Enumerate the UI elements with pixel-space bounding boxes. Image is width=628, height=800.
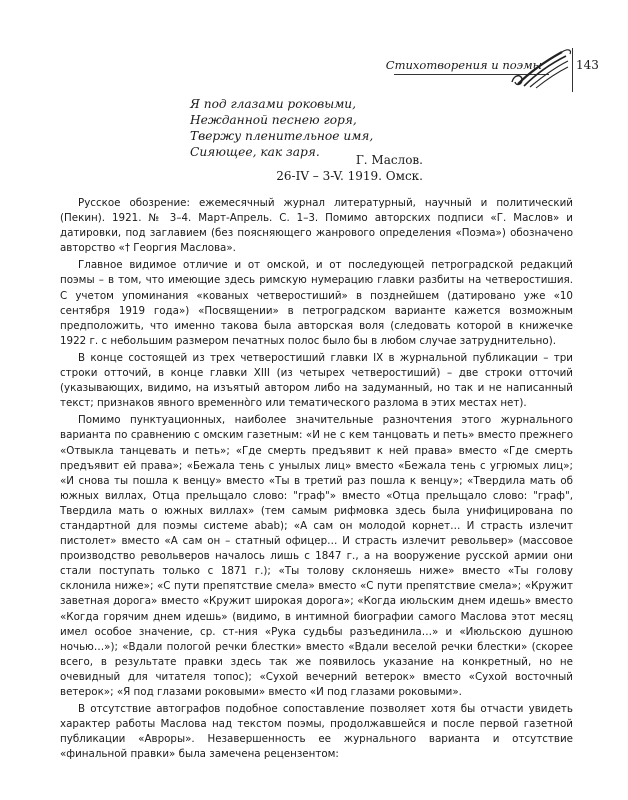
scroll-flourish-icon <box>510 44 580 90</box>
paragraph: Помимо пунктуационных, наиболее значительные разночтения этого журнального варианта по сравнению с омским газетным: «И не с кем танцовать и петь» вместо прежнего «Отвыкла танцевать и петь»; «Где смерть предъявит к ней права» вместо «Где смерть предъявит ей права»; «Бежала тень с унылых лиц» вместо «Бежала тень с угрюмых лиц»; «И снова ты пошла к венцу» вместо «Ты в третий раз пошла к венцу»; «Твердила мать об южных виллах, Отца прельщало слово: "граф"» вместо «Отца прельщало слово: "граф", Твердила мать о южных виллах» (тем самым рифмовка здесь была унифицирована по стандартной для поэмы системе abab); «А сам он молодой корнет… И страсть излечит пистолет» вместо «А сам он – статный офицер… И страсть излечит револьвер» (массовое производство револьверов началось лишь с 1847 г., а на вооружение русской армии они стали поступать только с 1871 г.); «Ты толову склоняешь ниже» вместо «Ты голову склонила ниже»; «С пути препятствие смела» вместо «С пути препятствие смела»; «Кружит заветная дорога» вместо «Кружит широкая дорога»; «Когда июльским днем идешь» вместо «Когда горячим днем идешь» (видимо, в интимной биографии самого Маслова этот месяц имел особое значение, ср. ст-ния «Рука судьбы разъединила…» и «Июльскою душною ночью…»); «Вдали пологой речки блестки» вместо «Вдали веселой речки блестки» (скорее всего, в результате правки здесь так же появилось указание на конкретный, но не очевидный для читателя топос); «Сухой вечерний ветерок» вместо «Сухой восточный ветерок»; «Я под глазами роковыми» вместо «И под глазами роковыми». <box>60 414 573 698</box>
poem-line: Твержу пленительное имя, <box>190 129 374 143</box>
poem-line: Нежданной песнею горя, <box>190 113 357 127</box>
poem-line: Сияющее, как заря. <box>190 145 320 159</box>
poem-line: Я под глазами роковыми, <box>190 97 357 111</box>
page-number: 143 <box>576 58 599 72</box>
poem-signature <box>190 152 490 184</box>
paragraph: Русское обозрение: ежемесячный журнал литературный, научный и политический (Пекин). 1921. № 3–4. Март-Апрель. С. 1–3. Помимо авторских подписи «Г. Маслов» и датировки, под заглавием (без поясняющего жанрового определения «Поэма») обозначено авторство «† Георгия Маслова». <box>60 197 573 255</box>
poem-epigraph <box>190 96 490 160</box>
header-vertical-rule <box>572 48 573 92</box>
paragraph: В отсутствие автографов подобное сопоставление позволяет хотя бы отчасти увидеть характер работы Маслова над текстом поэмы, продолжавшейся и после первой газетной публикации «Авроры». Незавершенность ее журнального варианта и отсутствие «финальной правки» была замечена рецензентом: <box>60 703 573 761</box>
paragraph: В конце состоящей из трех четверостиший главки IX в журнальной публикации – три строки отточий, в конце главки XIII (из четырех четверостиший) – две строки отточий (указывающих, видимо, на изъятый автором либо на задуманный, но так и не написанный текст; признаков явного временно̀го или тематического разлома в этих местах нет). <box>60 351 573 410</box>
poem-author: Г. Маслов. <box>355 153 423 167</box>
commentary-text <box>60 196 573 764</box>
running-title: Стихотворения и поэмы <box>385 58 542 72</box>
paragraph: Главное видимое отличие и от омской, и от последующей петроградской редакций поэмы – в том, что имеющие здесь римскую нумерацию главки разбиты на четверостишия. С учетом упоминания «кованых четверостиший» в позднейшем (датировано уже «10 сентября 1919 года») «Посвящении» в петроградском варианте кажется возможным предположить, что именно такова была авторская воля (следовать которой в книжечке 1922 г. с небольшим размером печатных полос было бы в любом случае затруднительно). <box>60 259 573 347</box>
running-header <box>380 44 600 94</box>
poem-date-place: 26-IV – 3-V. 1919. Омск. <box>276 169 423 183</box>
